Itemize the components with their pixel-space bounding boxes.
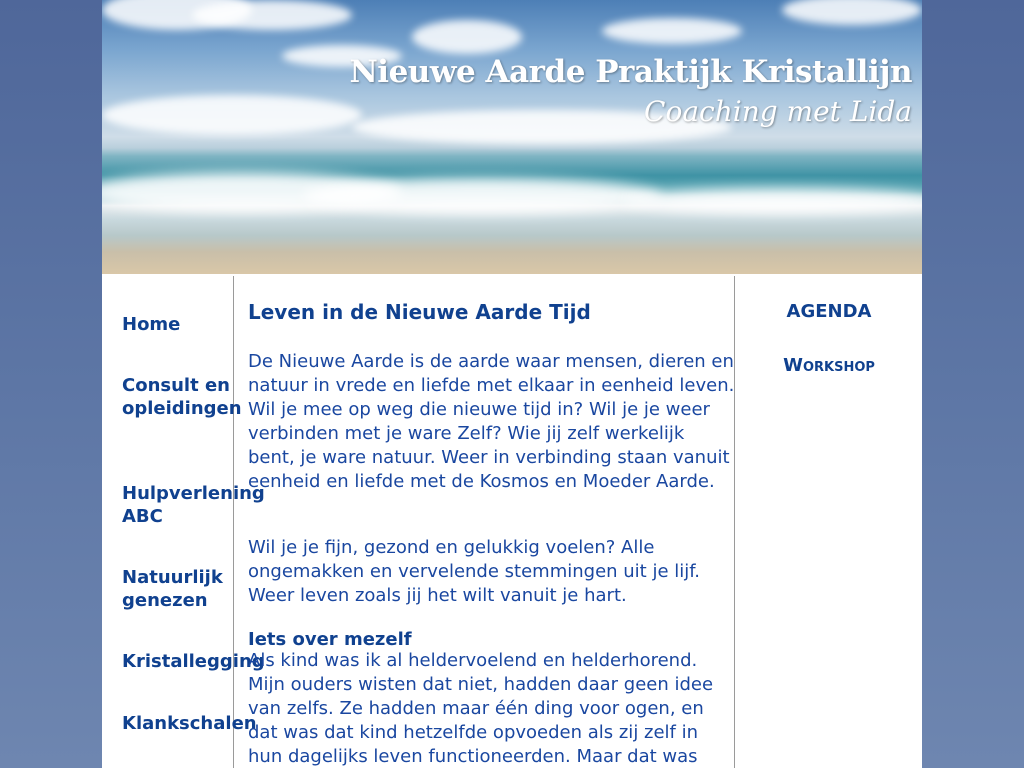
sidebar-nav: [102, 276, 265, 768]
page-container: [102, 0, 922, 768]
nav-item-consult-en-opleidingen[interactable]: Consult en opleidingen: [122, 375, 242, 419]
main-heading: Leven in de Nieuwe Aarde Tijd: [248, 300, 591, 324]
banner-cloud: [192, 0, 352, 30]
site-subtitle: Coaching met Lida: [644, 95, 912, 128]
banner-cloud: [102, 95, 362, 135]
banner-cloud: [782, 0, 922, 25]
about-paragraph: Als kind was ik al heldervoelend en helderhorend. Mijn ouders wisten dat niet, hadden daar geen idee van zelfs. Ze hadden maar één ding voor ogen, en dat was dat kind hetzelfde opvoeden als zij zelf in hun dagelijks leven functioneerden. Maar dat was: [248, 650, 714, 767]
main-content: [248, 276, 736, 768]
nav-item-klankschalen[interactable]: Klankschalen: [122, 713, 257, 734]
nav-item-natuurlijk-genezen[interactable]: Natuurlijk genezen: [122, 567, 223, 611]
workshop-link[interactable]: Workshop: [783, 355, 875, 376]
nav-item-hulpverlening-abc[interactable]: Hulpverlening ABC: [122, 483, 265, 527]
banner-wave: [622, 188, 922, 214]
intro-paragraph: De Nieuwe Aarde is de aarde waar mensen, dieren en natuur in vrede en liefde met elkaar in eenheid leven. Wil je mee op weg die nieuwe tijd in? Wil je je weer verbinden met je ware Zelf? Wie jij zelf werkelijk bent, je ware natuur. Weer in verbinding staan vanuit eenheid en liefde met de Kosmos en Moeder Aarde.: [248, 351, 735, 492]
agenda-link[interactable]: AGENDA: [786, 301, 872, 322]
site-title: Nieuwe Aarde Praktijk Kristallijn: [349, 54, 912, 90]
banner-cloud: [602, 18, 742, 44]
banner-cloud: [412, 20, 522, 54]
nav-item-kristallegging[interactable]: Kristallegging: [122, 651, 265, 672]
right-sidebar: [734, 276, 923, 768]
header-banner: [102, 0, 922, 274]
subheading: Iets over mezelf: [248, 629, 412, 650]
second-paragraph: Wil je je fijn, gezond en gelukkig voelen? Alle ongemakken en vervelende stemmingen uit je lijf. Weer leven zoals jij het wilt vanuit je hart.: [248, 537, 701, 606]
banner-wave: [302, 178, 662, 214]
nav-item-home[interactable]: Home: [122, 314, 181, 335]
